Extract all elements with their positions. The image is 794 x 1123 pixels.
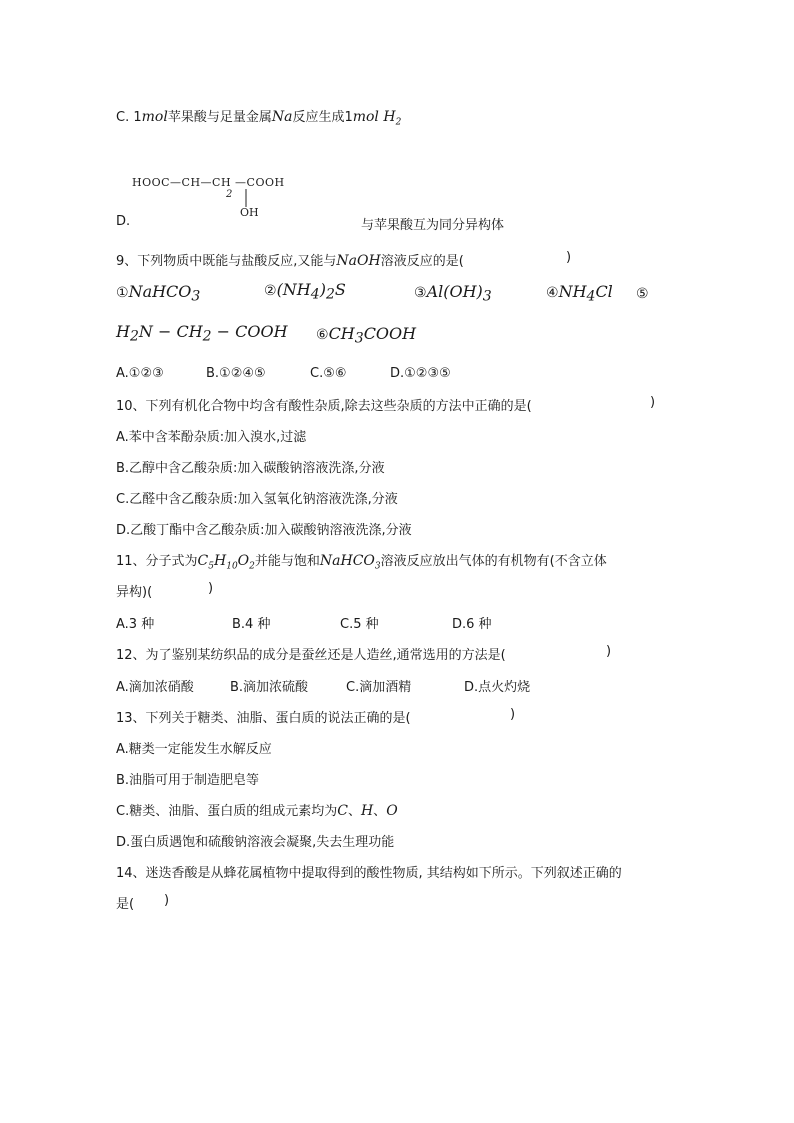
q9-stem bbox=[116, 250, 464, 269]
q12-stem: 12、为了鉴别某纺织品的成分是蚕丝还是人造丝,通常选用的方法是( bbox=[116, 648, 506, 663]
q9-item5-sub1: 2 bbox=[129, 328, 139, 345]
q8c-na: Na bbox=[271, 109, 293, 125]
q8c-mol: mol bbox=[141, 109, 168, 125]
q11-option-c: C.5 种 bbox=[340, 617, 379, 632]
q8d-structure bbox=[132, 176, 352, 221]
q11-s2: 10 bbox=[226, 561, 238, 572]
q11-s1: 5 bbox=[208, 561, 214, 572]
q9-item2-sub1: 4 bbox=[310, 286, 320, 303]
q8c-prefix: C. 1 bbox=[116, 110, 142, 125]
q13-option-b: B.油脂可用于制造肥皂等 bbox=[116, 773, 260, 788]
q9-item6-end: COOH bbox=[363, 324, 417, 343]
q9-item3-sub: 3 bbox=[482, 288, 492, 305]
q9-item-4 bbox=[546, 282, 613, 305]
q9-item2-formula: (NH bbox=[276, 280, 311, 299]
q8c-text1: 苹果酸与足量金属 bbox=[167, 110, 272, 125]
q9-item5-h: H bbox=[116, 322, 130, 341]
q9-item2-end: S bbox=[334, 280, 346, 299]
q13-c-sep2: 、 bbox=[373, 804, 387, 819]
q9-item-5-num bbox=[636, 286, 649, 302]
q13-c-h: H bbox=[360, 803, 374, 819]
q11-stem3: 溶液反应放出气体的有机物有(不含立体 bbox=[380, 554, 607, 569]
q11-stem2: 并能与饱和 bbox=[254, 554, 320, 569]
q13-c-text: C.糖类、油脂、蛋白质的组成元素均为 bbox=[116, 804, 338, 819]
q9-option-c: C.⑤⑥ bbox=[310, 366, 347, 381]
q13-c-o: O bbox=[386, 803, 398, 819]
q12-option-d: D.点火灼烧 bbox=[464, 680, 531, 695]
q11-stem1: 11、分子式为 bbox=[116, 554, 198, 569]
q8c-sub: 2 bbox=[395, 117, 402, 128]
q11-f4: NaHCO bbox=[319, 553, 375, 569]
q9-stem1: 9、下列物质中既能与盐酸反应,又能与 bbox=[116, 254, 337, 269]
q8d-text: 与苹果酸互为同分异构体 bbox=[361, 218, 505, 233]
q9-item5-sub2: 2 bbox=[202, 328, 212, 345]
q13-option-a: A.糖类一定能发生水解反应 bbox=[116, 742, 272, 757]
q9-item-1 bbox=[116, 282, 200, 305]
q14-close: ) bbox=[164, 893, 170, 908]
q14-line2: 是( bbox=[116, 897, 135, 912]
q9-item4-formula: NH bbox=[558, 282, 587, 301]
q9-item3-num: ③ bbox=[414, 285, 427, 301]
q11-option-b: B.4 种 bbox=[232, 617, 271, 632]
q9-naoh: NaOH bbox=[336, 253, 381, 269]
q10-option-a: A.苯中含苯酚杂质:加入溴水,过滤 bbox=[116, 430, 307, 445]
q8c-text2: 反应生成1 bbox=[292, 110, 353, 125]
q9-option-b: B.①②④⑤ bbox=[206, 366, 266, 381]
q9-item-5-formula bbox=[116, 322, 288, 345]
q9-item4-num: ④ bbox=[546, 285, 559, 301]
q9-item5-mid: N − CH bbox=[138, 322, 203, 341]
q9-item6-num: ⑥ bbox=[316, 327, 329, 343]
q11-f1: C bbox=[197, 553, 209, 569]
q8d-struct-sub: 2 bbox=[226, 189, 233, 200]
q9-item2-rest: ) bbox=[319, 280, 326, 299]
q9-item2-num: ② bbox=[264, 283, 277, 299]
q12-close: ) bbox=[606, 644, 612, 659]
q11-option-a: A.3 种 bbox=[116, 617, 155, 632]
q13-c-sep1: 、 bbox=[347, 804, 361, 819]
q9-item4-sub: 4 bbox=[586, 288, 596, 305]
q12-option-b: B.滴加浓硫酸 bbox=[230, 680, 309, 695]
q9-item3-formula: Al(OH) bbox=[426, 282, 483, 301]
q10-option-d: D.乙酸丁酯中含乙酸杂质:加入碳酸钠溶液洗涤,分液 bbox=[116, 523, 412, 538]
q11-option-d: D.6 种 bbox=[452, 617, 492, 632]
q9-item5-num: ⑤ bbox=[636, 286, 649, 302]
q8d-struct-oh: OH bbox=[240, 206, 259, 219]
q9-item5-end: − COOH bbox=[211, 322, 288, 341]
q11-s4: 3 bbox=[374, 561, 381, 572]
q9-item6-sub1: 3 bbox=[354, 330, 364, 347]
q11-close: ) bbox=[208, 581, 214, 596]
q8-option-d bbox=[116, 214, 130, 229]
q13-option-c bbox=[116, 800, 398, 819]
q9-item1-sub: 3 bbox=[191, 288, 201, 305]
q12-option-c: C.滴加酒精 bbox=[346, 680, 412, 695]
q8c-mol-h: mol H bbox=[352, 109, 396, 125]
q9-item6-formula: CH bbox=[328, 324, 355, 343]
q13-stem: 13、下列关于糖类、油脂、蛋白质的说法正确的是( bbox=[116, 711, 411, 726]
q9-item4-end: Cl bbox=[595, 282, 613, 301]
q9-item1-num: ① bbox=[116, 285, 129, 301]
q9-option-d: D.①②③⑤ bbox=[390, 366, 451, 381]
q9-close: ) bbox=[566, 250, 572, 265]
q11-stem bbox=[116, 550, 607, 572]
q9-item-3 bbox=[414, 282, 492, 305]
q11-line2: 异构)( bbox=[116, 585, 153, 600]
q10-option-c: C.乙醛中含乙酸杂质:加入氢氧化钠溶液洗涤,分液 bbox=[116, 492, 398, 507]
q14-line1: 14、迷迭香酸是从蜂花属植物中提取得到的酸性物质, 其结构如下所示。下列叙述正确的 bbox=[116, 866, 622, 881]
q9-item1-formula: NaHCO bbox=[128, 282, 192, 301]
q11-f2: H bbox=[214, 553, 227, 569]
q10-option-b: B.乙醇中含乙酸杂质:加入碳酸钠溶液洗涤,分液 bbox=[116, 461, 385, 476]
q12-option-a: A.滴加浓硝酸 bbox=[116, 680, 194, 695]
q10-stem: 10、下列有机化合物中均含有酸性杂质,除去这些杂质的方法中正确的是( bbox=[116, 399, 532, 414]
q8-option-c bbox=[116, 106, 401, 128]
q9-item-6 bbox=[316, 324, 416, 347]
q11-f3: O bbox=[237, 553, 250, 569]
q10-close: ) bbox=[650, 395, 656, 410]
q13-c-c: C bbox=[337, 803, 348, 819]
q9-option-a: A.①②③ bbox=[116, 366, 164, 381]
q11-s3: 2 bbox=[249, 561, 255, 572]
q13-option-d: D.蛋白质遇饱和硫酸钠溶液会凝聚,失去生理功能 bbox=[116, 835, 395, 850]
q9-stem2: 溶液反应的是( bbox=[380, 254, 464, 269]
q8d-struct-main: HOOC—CH—CH —COOH bbox=[132, 176, 285, 189]
q13-close: ) bbox=[510, 707, 516, 722]
q9-item2-sub2: 2 bbox=[325, 286, 335, 303]
q9-item-2 bbox=[264, 280, 346, 303]
q8d-label: D. bbox=[116, 214, 131, 229]
